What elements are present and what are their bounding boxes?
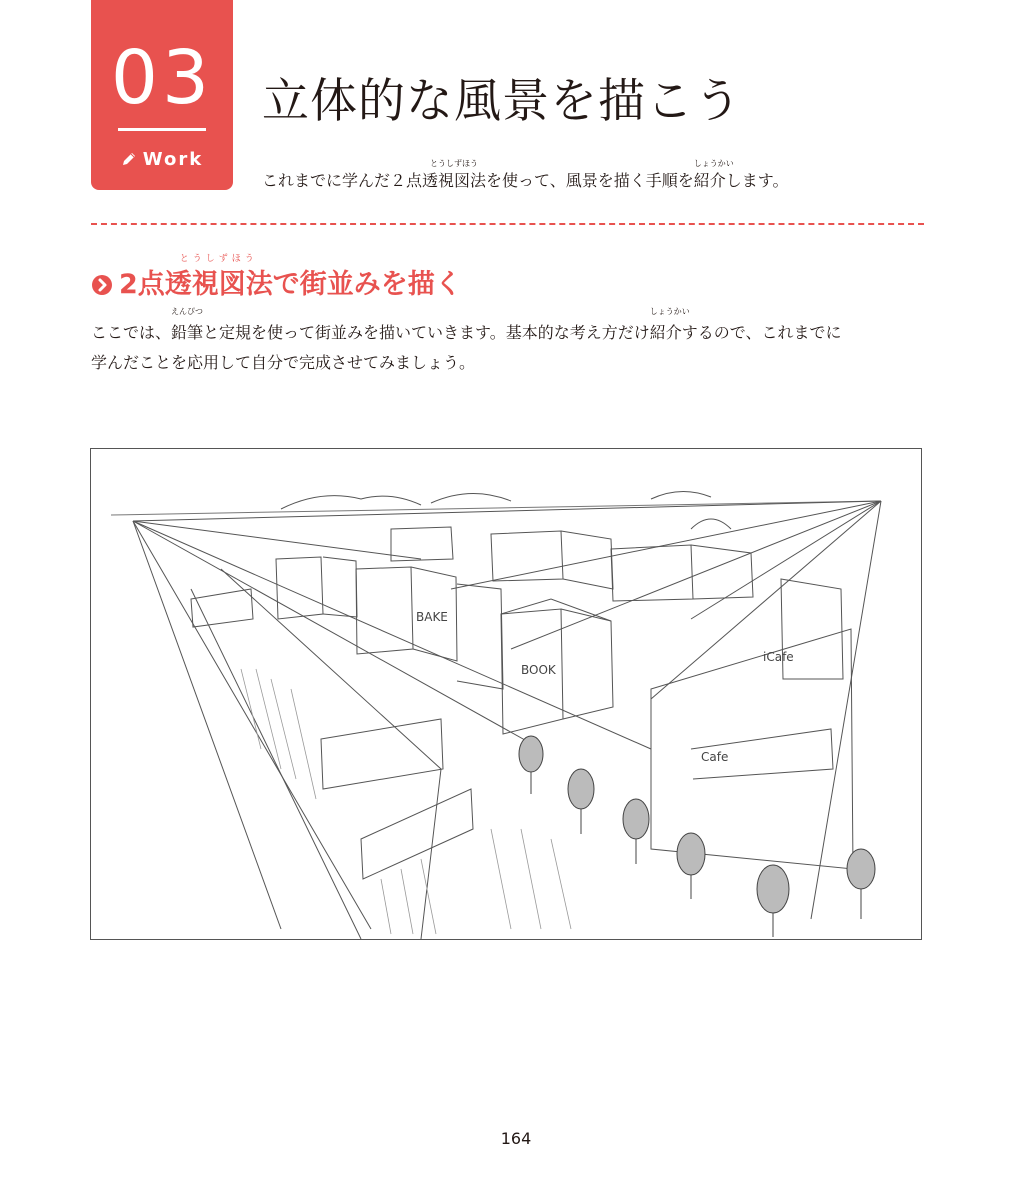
- icafe-sign: iCafe: [763, 650, 794, 664]
- bake-sign: BAKE: [416, 610, 448, 624]
- ruby-word: [171, 307, 204, 348]
- ruby-base: 紹介: [693, 171, 726, 190]
- ruby-reading: しょうかい: [649, 307, 690, 316]
- section-heading-part: 2点: [119, 269, 165, 300]
- ruby-base: 透視図法: [164, 269, 273, 300]
- ruby-reading: しょうかい: [693, 159, 734, 168]
- ruby-base: 鉛筆: [171, 323, 204, 342]
- pencil-cityscape-sketch: [91, 449, 921, 939]
- body-line-2: 学んだことを応用して自分で完成させてみましょう。: [91, 353, 476, 372]
- ruby-reading: えんぴつ: [171, 307, 204, 316]
- body-line-1: [91, 307, 931, 348]
- dashed-divider: [91, 223, 924, 225]
- ruby-word: [649, 307, 690, 348]
- lead-text-part: を使って、風景を描く手順を: [486, 171, 694, 190]
- ruby-base: 透視図法: [422, 171, 487, 190]
- ruby-word: [693, 159, 734, 192]
- ruby-base: 紹介: [649, 323, 682, 342]
- lead-text: [262, 159, 789, 192]
- body-text-part: するので、これまでに: [681, 323, 842, 342]
- perspective-sketch-figure: [90, 448, 922, 940]
- ruby-reading: とうしずほう: [430, 159, 479, 168]
- ruby-word: [422, 159, 487, 192]
- badge-label: Work: [142, 149, 204, 170]
- page-title: 立体的な風景を描こう: [262, 74, 742, 129]
- chapter-number: 03: [110, 35, 214, 121]
- pencil-icon: [121, 151, 137, 167]
- chevron-circle-icon: [91, 274, 113, 296]
- page-number: 164: [500, 1129, 532, 1148]
- body-paragraph: [91, 307, 931, 378]
- badge-divider: [118, 128, 206, 131]
- lead-text-part: します。: [725, 171, 789, 190]
- ruby-reading: とうしずほう: [179, 254, 258, 264]
- body-text-part: と定規を使って街並みを描いていきます。基本的な考え方だけ: [203, 323, 650, 342]
- body-text-part: ここでは、: [91, 323, 172, 342]
- book-sign: BOOK: [521, 663, 556, 677]
- cafe-sign: Cafe: [701, 750, 729, 764]
- lead-text-part: これまでに学んだ２点: [262, 171, 423, 190]
- work-badge: [91, 0, 233, 190]
- section-heading: [91, 254, 462, 302]
- section-heading-part: で街並みを描く: [272, 269, 462, 300]
- badge-label-row: [91, 148, 233, 172]
- ruby-word: [164, 254, 273, 302]
